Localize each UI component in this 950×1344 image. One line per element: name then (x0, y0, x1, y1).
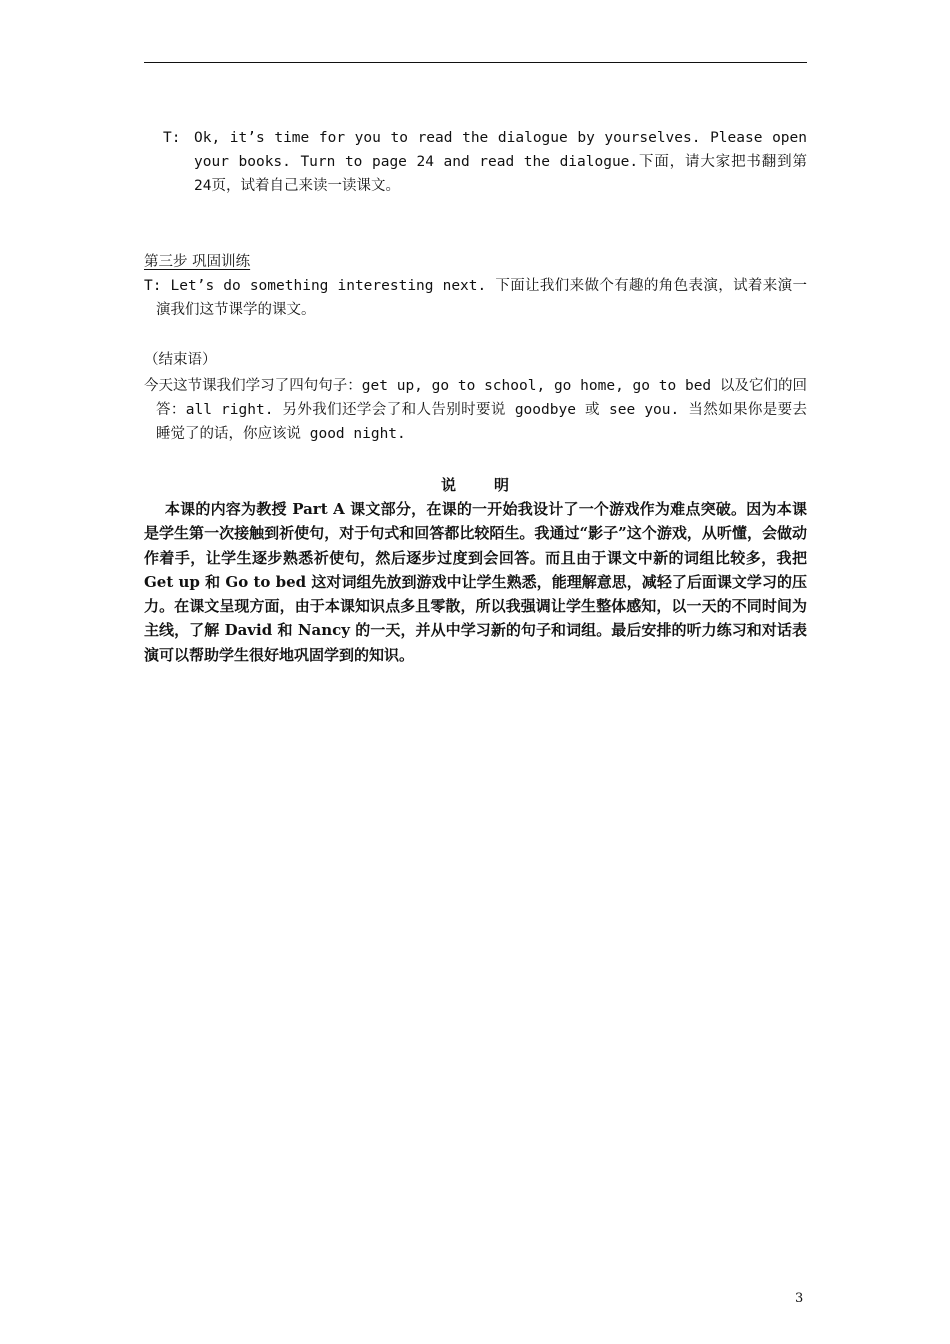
explanation-paragraph: 本课的内容为教授 Part A 课文部分，在课的一开始我设计了一个游戏作为难点突破。因为本课是学生第一次接触到祈使句，对于句式和回答都比较陌生。我通过“影子”这个游戏，从听懂，会做动作着手，让学生逐步熟悉祈使句，然后逐步过度到会回答。而且由于课文中新的词组比较多，我把 Get up 和 Go to bed 这对词组先放到游戏中让学生熟悉，能理解意思，减轻了后面课文学习的压力。在课文呈现方面，由于本课知识点多且零散，所以我强调让学生整体感知，以一天的不同时间为主线，了解 David 和 Nancy 的一天，并从中学习新的句子和词组。最后安排的听力练习和对话表演可以帮助学生很好地巩固学到的知识。 (144, 500, 807, 664)
section-heading-step3: 第三步 巩固训练 (144, 254, 251, 270)
page-number: 3 (795, 1291, 804, 1306)
closing-label: （结束语） (144, 352, 217, 368)
explanation-title (0, 473, 950, 497)
teacher-instruction (163, 126, 807, 198)
closing-paragraph: 今天这节课我们学习了四句句子：get up, go to school, go home, go to bed 以及它们的回答：all right. 另外我们还学会了和人告别时要说 goodbye 或 see you. 当然如果你是要去睡觉了的话，你应该说 good night. (144, 378, 807, 442)
header-rule (144, 62, 807, 63)
explanation-title-char1: 说 (440, 476, 456, 494)
practice-instruction: T: Let’s do something interesting next. 下面让我们来做个有趣的角色表演，试着来演一演我们这节课学的课文。 (144, 278, 807, 318)
speaker-label: T: (163, 130, 181, 146)
explanation-title-char2: 明 (494, 476, 510, 494)
teacher-instruction-text: Ok, it’s time for you to read the dialogue by yourselves. Please open your books. Turn to page 24 and read the dialogue.下面，请大家把书翻到第24页，试着自己来读一读课文。 (194, 130, 807, 194)
